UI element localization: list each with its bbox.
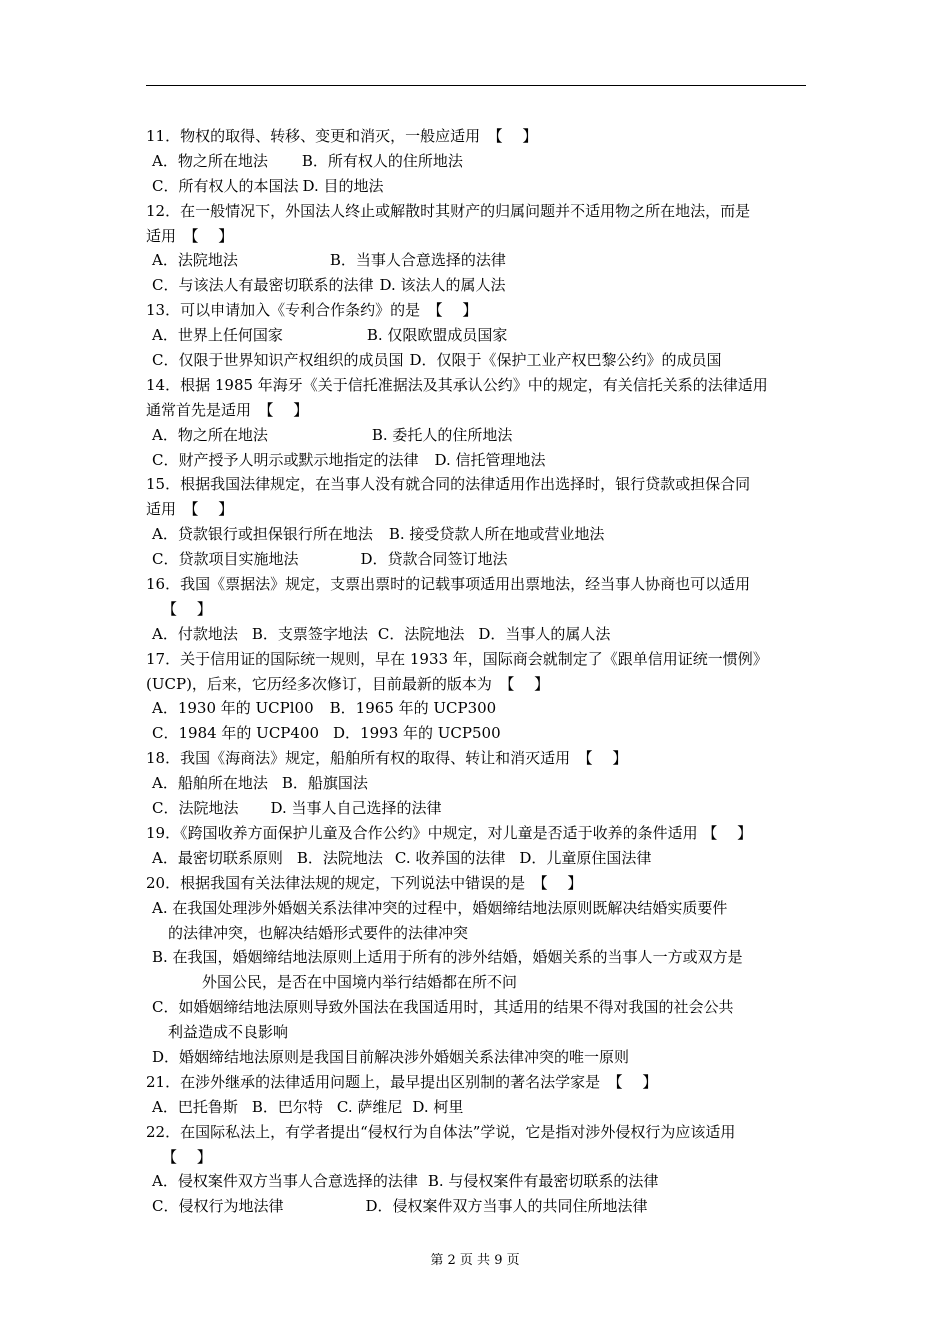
option-b: B. 仅限欧盟成员国家 <box>366 326 508 345</box>
option-a: A．船舶所在地法 <box>152 774 268 793</box>
option-row <box>146 323 808 348</box>
option-d: D．仅限于《保护工业产权巴黎公约》的成员国 <box>409 351 722 370</box>
option-b: B. 在我国，婚姻缔结地法原则上适用于所有的涉外结婚，婚姻关系的当事人一方或双方是 <box>152 948 743 967</box>
option-a: A．巴托鲁斯 <box>152 1097 238 1116</box>
question-stem-cont: 【 】 <box>162 599 212 618</box>
option-b: B．法院地法 <box>296 848 383 867</box>
option-d: D. 目的地法 <box>302 176 384 195</box>
option-row <box>146 522 808 547</box>
option-a: A．贷款银行或担保银行所在地法 <box>152 525 373 544</box>
option-d: D．当事人的属人法 <box>478 624 611 643</box>
question-stem-cont: (UCP)，后来，它历经多次修订，目前最新的版本为 【 】 <box>146 674 550 693</box>
option-d: D．1993 年的 UCP500 <box>333 724 501 743</box>
option-a: A．物之所在地法 <box>152 425 268 444</box>
option-row <box>146 846 808 871</box>
option-row <box>146 696 808 721</box>
option-c: C．1984 年的 UCP400 <box>152 724 320 743</box>
option-a: A. 在我国处理涉外婚姻关系法律冲突的过程中，婚姻缔结地法原则既解决结婚实质要件 <box>152 898 728 917</box>
question-stem-cont: 通常首先是适用 【 】 <box>146 400 309 419</box>
question-stem: 22．在国际私法上，有学者提出“侵权行为自体法”学说，它是指对涉外侵权行为应该适用 <box>146 1122 736 1141</box>
option-d: D．儿童原住国法律 <box>519 848 652 867</box>
option-row <box>146 1194 808 1219</box>
option-row <box>146 174 808 199</box>
option-a: A．世界上任何国家 <box>152 326 283 345</box>
question-stem: 18．我国《海商法》规定，船舶所有权的取得、转让和消灭适用 【 】 <box>146 749 628 768</box>
option-d: D. 柯里 <box>412 1097 464 1116</box>
option-d: D．侵权案件双方当事人的共同住所地法律 <box>365 1197 648 1216</box>
question-stem: 14．根据 1985 年海牙《关于信托准据法及其承认公约》中的规定，有关信托关系的法律适用 <box>146 375 768 394</box>
question-stem: 15．根据我国法律规定，在当事人没有就合同的法律适用作出选择时，银行贷款或担保合同 <box>146 475 751 494</box>
question-stem: 17．关于信用证的国际统一规则，早在 1933 年，国际商会就制定了《跟单信用证统一惯例》 <box>146 649 768 668</box>
option-row <box>146 771 808 796</box>
option-b: B．船旗国法 <box>281 774 368 793</box>
option-d: D. 信托管理地法 <box>434 450 546 469</box>
option-row <box>146 149 808 174</box>
question-stem: 16．我国《票据法》规定，支票出票时的记载事项适用出票地法，经当事人协商也可以适用 <box>146 575 751 594</box>
option-b: B. 委托人的住所地法 <box>371 425 513 444</box>
option-a: A．最密切联系原则 <box>152 848 283 867</box>
option-c: C．与该法人有最密切联系的法律 <box>152 276 374 295</box>
option-d: D. 当事人自己选择的法律 <box>270 799 442 818</box>
option-c-cont: 利益造成不良影响 <box>168 1023 289 1042</box>
option-b: B. 与侵权案件有最密切联系的法律 <box>427 1172 659 1191</box>
option-a: A．法院地法 <box>152 251 238 270</box>
question-stem: 13．可以申请加入《专利合作条约》的是 【 】 <box>146 301 478 320</box>
option-row <box>146 248 808 273</box>
option-c: C．如婚姻缔结地法原则导致外国法在我国适用时，其适用的结果不得对我国的社会公共 <box>152 998 734 1017</box>
option-b: B．1965 年的 UCP300 <box>329 699 497 718</box>
option-c: C. 萨维尼 <box>336 1097 403 1116</box>
option-a-cont: 的法律冲突，也解决结婚形式要件的法律冲突 <box>168 923 469 942</box>
option-c: C．侵权行为地法律 <box>152 1197 284 1216</box>
option-b: B．当事人合意选择的法律 <box>329 251 506 270</box>
option-row <box>146 1095 808 1120</box>
question-list <box>146 124 808 1219</box>
option-row <box>146 796 808 821</box>
option-b: B. 接受贷款人所在地或营业地法 <box>388 525 605 544</box>
page-footer: 第 2 页 共 9 页 <box>430 1253 520 1268</box>
option-d: D. 该法人的属人法 <box>379 276 506 295</box>
option-a: A．1930 年的 UCPl00 <box>152 699 314 718</box>
option-row <box>146 423 808 448</box>
question-stem: 12．在一般情况下，外国法人终止或解散时其财产的归属问题并不适用物之所在地法，而是 <box>146 201 751 220</box>
option-c: C．财产授予人明示或默示地指定的法律 <box>152 450 419 469</box>
question-stem-cont: 适用 【 】 <box>146 226 234 245</box>
option-row <box>146 348 808 373</box>
option-a: A．物之所在地法 <box>152 151 268 170</box>
option-d: D．贷款合同签订地法 <box>360 550 508 569</box>
question-stem: 19．《跨国收养方面保护儿童及合作公约》中规定，对儿童是否适于收养的条件适用 【 】 <box>146 823 753 842</box>
option-a: A．付款地法 <box>152 624 238 643</box>
question-stem: 20．根据我国有关法律法规的规定，下列说法中错误的是 【 】 <box>146 873 583 892</box>
option-row <box>146 547 808 572</box>
question-stem: 11．物权的取得、转移、变更和消灭，一般应适用 【 】 <box>146 127 538 145</box>
option-b: B．所有权人的住所地法 <box>301 151 463 170</box>
option-d: D．婚姻缔结地法原则是我国目前解决涉外婚姻关系法律冲突的唯一原则 <box>152 1047 630 1066</box>
option-row <box>146 622 808 647</box>
option-c: C．仅限于世界知识产权组织的成员国 <box>152 351 404 370</box>
header-rule <box>146 85 806 86</box>
question-stem-cont: 适用 【 】 <box>146 500 234 519</box>
option-row <box>146 1169 808 1194</box>
option-c: C. 收养国的法律 <box>394 848 506 867</box>
option-b: B．支票签字地法 <box>251 624 368 643</box>
option-a: A．侵权案件双方当事人合意选择的法律 <box>152 1172 418 1191</box>
option-c: C．法院地法 <box>152 799 239 818</box>
option-row <box>146 273 808 298</box>
option-b-cont: 外国公民，是否在中国境内举行结婚都在所不问 <box>202 973 518 992</box>
option-c: C．所有权人的本国法 <box>152 176 299 195</box>
option-b: B．巴尔特 <box>251 1097 323 1116</box>
option-c: C．法院地法 <box>377 624 465 643</box>
option-row <box>146 448 808 473</box>
question-stem: 21．在涉外继承的法律适用问题上，最早提出区别制的著名法学家是 【 】 <box>146 1072 658 1091</box>
option-row <box>146 721 808 746</box>
question-stem-cont: 【 】 <box>162 1147 212 1166</box>
option-c: C．贷款项目实施地法 <box>152 550 299 569</box>
